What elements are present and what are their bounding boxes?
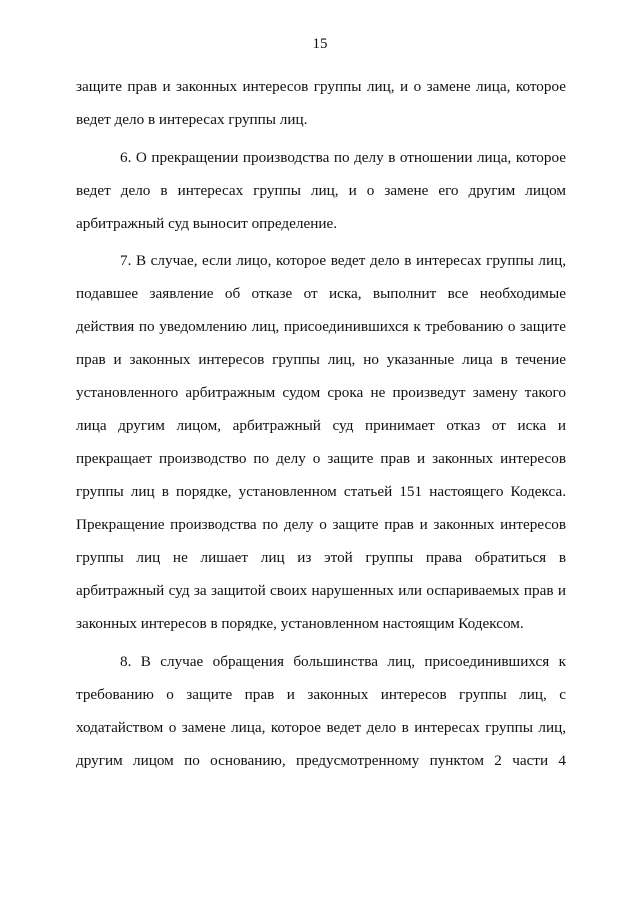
text-line: подавшее заявление об отказе от иска, выполнит все необходимые <box>76 285 566 302</box>
text-line: группы лиц не лишает лиц из этой группы права обратиться в <box>76 549 566 566</box>
paragraph-6-start: 6. О прекращении производства по делу в отношении лица, которое <box>120 149 566 166</box>
text-line: ходатайством о замене лица, которое ведет дело в интересах группы лиц, <box>76 719 566 736</box>
text-line: требованию о защите прав и законных интересов группы лиц, с <box>76 686 566 703</box>
paragraph-7-start: 7. В случае, если лицо, которое ведет дело в интересах группы лиц, <box>120 252 566 269</box>
text-line: законных интересов в порядке, установленном настоящим Кодексом. <box>76 615 524 632</box>
text-line: действия по уведомлению лиц, присоединившихся к требованию о защите <box>76 318 566 335</box>
text-line: ведет дело в интересах группы лиц. <box>76 111 308 128</box>
page-number: 15 <box>312 36 328 52</box>
text-line: арбитражный суд выносит определение. <box>76 215 338 232</box>
text-line: группы лиц в порядке, установленном статьей 151 настоящего Кодекса. <box>76 483 566 500</box>
text-line: другим лицом по основанию, предусмотренному пунктом 2 части 4 <box>76 752 566 769</box>
text-line: арбитражный суд за защитой своих нарушенных или оспариваемых прав и <box>76 582 566 599</box>
text-line: ведет дело в интересах группы лиц, и о замене его другим лицом <box>76 182 566 199</box>
paragraph-8-start: 8. В случае обращения большинства лиц, присоединившихся к <box>120 653 566 670</box>
text-line: защите прав и законных интересов группы лиц, и о замене лица, которое <box>76 78 566 95</box>
text-line: прекращает производство по делу о защите прав и законных интересов <box>76 450 566 467</box>
text-line: установленного арбитражным судом срока не произведут замену такого <box>76 384 566 401</box>
text-line: Прекращение производства по делу о защите прав и законных интересов <box>76 516 566 533</box>
text-line: лица другим лицом, арбитражный суд принимает отказ от иска и <box>76 417 566 434</box>
text-line: прав и законных интересов группы лиц, но указанные лица в течение <box>76 351 566 368</box>
